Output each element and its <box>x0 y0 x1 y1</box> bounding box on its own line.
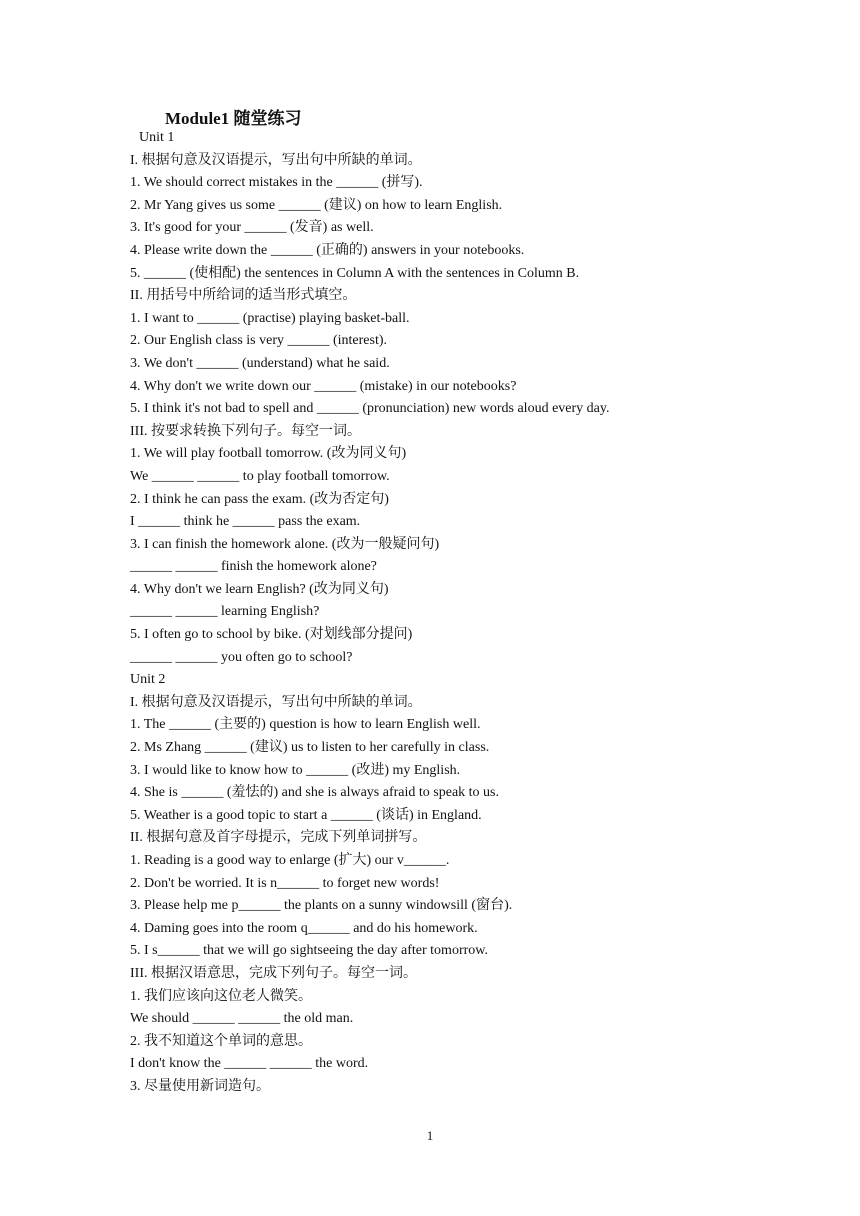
question-line: 1. 我们应该向这位老人微笑。 <box>130 988 312 1004</box>
question-line: 1. The ______ (主要的) question is how to learn English well. <box>130 717 481 733</box>
unit-heading: Unit 1 <box>139 130 175 145</box>
question-line: 5. Weather is a good topic to start a ______ (谈话) in England. <box>130 807 482 823</box>
question-line: 3. I can finish the homework alone. (改为一般疑问句) <box>130 536 440 552</box>
question-line: 3. It's good for your ______ (发音) as well. <box>130 220 374 236</box>
section-heading: II. 根据句意及首字母提示，完成下列单词拼写。 <box>130 830 427 846</box>
question-line: 2. Ms Zhang ______ (建议) us to listen to her carefully in class. <box>130 740 490 756</box>
question-line: 4. Please write down the ______ (正确的) answers in your notebooks. <box>130 242 525 258</box>
unit-heading: Unit 2 <box>130 672 166 688</box>
exercise-lines <box>130 127 750 1099</box>
answer-line: I ______ think he ______ pass the exam. <box>130 514 361 530</box>
answer-line: We should ______ ______ the old man. <box>130 1011 354 1027</box>
question-line: 5. I often go to school by bike. (对划线部分提问) <box>130 627 413 643</box>
question-line: 5. I think it's not bad to spell and ______ (pronunciation) new words aloud every day. <box>130 401 610 417</box>
section-heading: II. 用括号中所给词的适当形式填空。 <box>130 288 357 304</box>
question-line: 5. ______ (使相配) the sentences in Column A with the sentences in Column B. <box>130 265 580 281</box>
question-line: 4. She is ______ (羞怯的) and she is always afraid to speak to us. <box>130 785 499 801</box>
section-heading: III. 根据汉语意思，完成下列句子。每空一词。 <box>130 965 417 981</box>
question-line: 4. Daming goes into the room q______ and do his homework. <box>130 920 478 936</box>
question-line: 5. I s______ that we will go sightseeing the day after tomorrow. <box>130 943 488 959</box>
question-line: 1. Reading is a good way to enlarge (扩大) our v______. <box>130 853 450 868</box>
section-heading: III. 按要求转换下列句子。每空一词。 <box>130 423 361 439</box>
question-line: 1. We will play football tomorrow. (改为同义句) <box>130 446 407 462</box>
section-heading: I. 根据句意及汉语提示，写出句中所缺的单词。 <box>130 152 422 168</box>
question-line: 1. We should correct mistakes in the ______ (拼写). <box>130 175 423 191</box>
question-line: 4. Why don't we learn English? (改为同义句) <box>130 581 389 597</box>
question-line: 3. I would like to know how to ______ (改进) my English. <box>130 762 461 778</box>
question-line: 2. 我不知道这个单词的意思。 <box>130 1033 312 1049</box>
question-line: 3. Please help me p______ the plants on a sunny windowsill (窗台). <box>130 898 513 914</box>
answer-line: ______ ______ learning English? <box>130 604 320 620</box>
section-heading: I. 根据句意及汉语提示，写出句中所缺的单词。 <box>130 694 422 710</box>
question-line: 2. Don't be worried. It is n______ to forget new words! <box>130 875 440 891</box>
question-line: 3. 尽量使用新词造句。 <box>130 1078 270 1094</box>
answer-line: We ______ ______ to play football tomorrow. <box>130 468 390 484</box>
answer-line: ______ ______ finish the homework alone? <box>130 559 377 575</box>
page-number: 1 <box>426 1128 434 1143</box>
question-line: 2. I think he can pass the exam. (改为否定句) <box>130 491 389 507</box>
answer-line: I don't know the ______ ______ the word. <box>130 1056 369 1072</box>
answer-line: ______ ______ you often go to school? <box>130 649 353 665</box>
page-title: Module1 随堂练习 <box>165 109 302 128</box>
question-line: 2. Our English class is very ______ (interest). <box>130 333 388 349</box>
question-line: 3. We don't ______ (understand) what he said. <box>130 355 390 371</box>
question-line: 1. I want to ______ (practise) playing basket-ball. <box>130 310 410 326</box>
question-line: 2. Mr Yang gives us some ______ (建议) on how to learn English. <box>130 197 503 213</box>
question-line: 4. Why don't we write down our ______ (mistake) in our notebooks? <box>130 378 517 394</box>
